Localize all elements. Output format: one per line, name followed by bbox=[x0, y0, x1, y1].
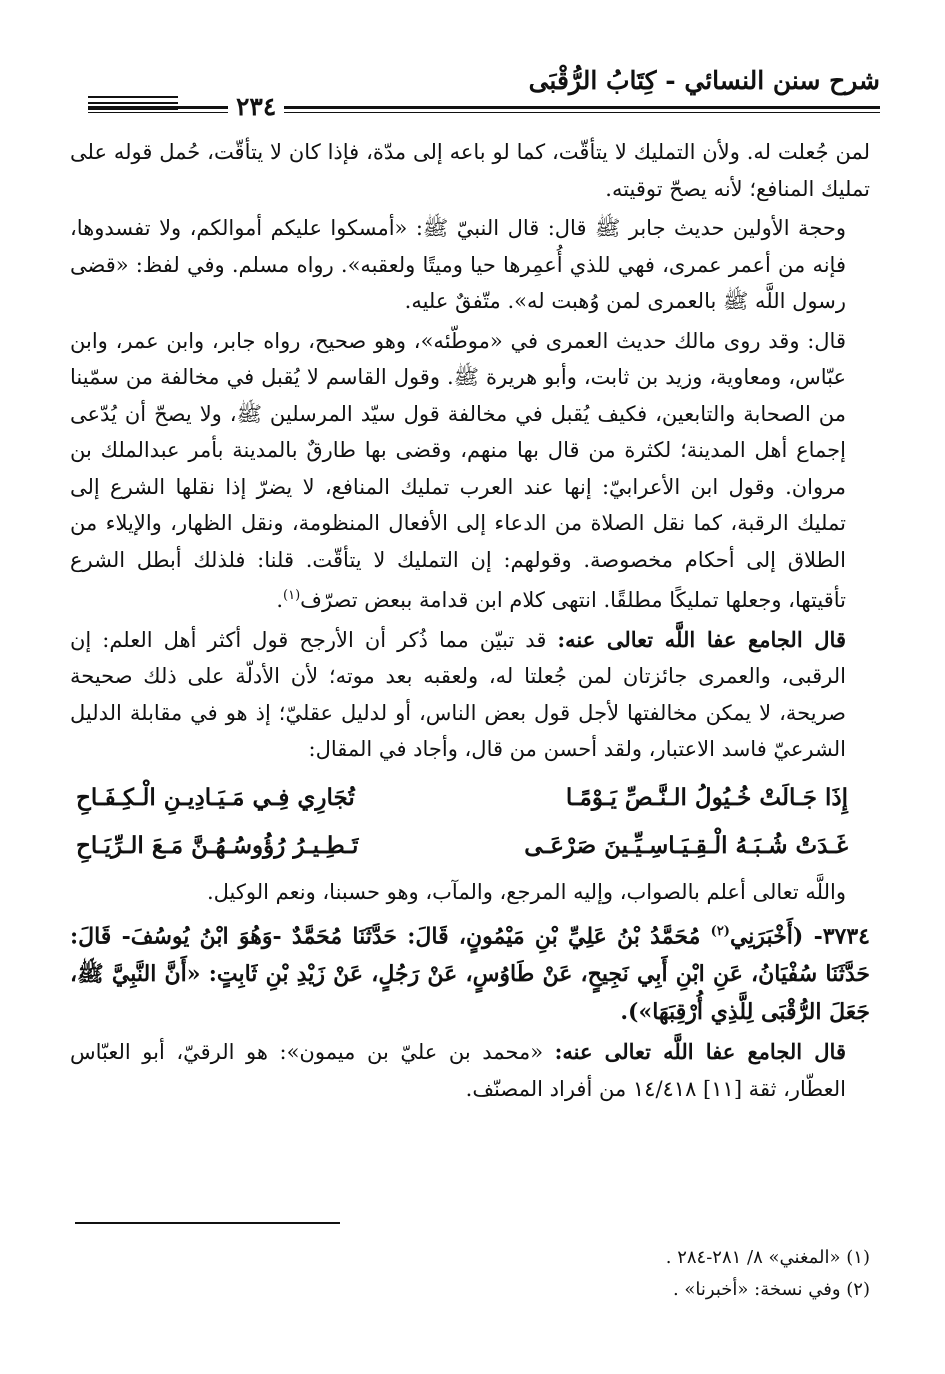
header-rule-thick bbox=[88, 106, 880, 109]
poem bbox=[70, 774, 870, 870]
footnote-1: (١) «المغني» ٨/ ٢٨١-٢٨٤ . bbox=[665, 1247, 870, 1268]
header-ornament-rules bbox=[88, 96, 178, 114]
footnote-ref-2[interactable]: (٢) bbox=[710, 924, 730, 939]
author-lead-1: قال الجامع عفا اللَّه تعالى عنه: bbox=[557, 626, 846, 652]
page-body bbox=[70, 134, 870, 1110]
verse-1-first-hemistich: إِذَا جَـالَتْ خُـيُولُ الـنَّـصِّ يَـوْمًـا bbox=[565, 783, 848, 811]
paragraph-1: لمن جُعلت له. ولأن التمليك لا يتأقّت، كما لو باعه إلى مدّة، فإذا كان لا يتأقّت، حُمل قوله على تمليك المنافع؛ لأنه يصحّ توقيته. bbox=[70, 140, 870, 201]
poem-verse-2 bbox=[70, 822, 870, 870]
page-header bbox=[88, 58, 880, 121]
hadith-head: (أَخْبَرَنِي bbox=[729, 923, 814, 950]
footnotes bbox=[70, 1242, 870, 1306]
page-number: ٢٣٤ bbox=[228, 92, 284, 121]
book-title: شرح سنن النسائي - كِتَابُ الرُّقْبَى bbox=[528, 66, 880, 95]
paragraph-3-text: قال: وقد روى مالك حديث العمرى في «موطّئه»، وهو صحيح، رواه جابر، وابن عمر، وابن عبّاس، ومعاوية، وزيد بن ثابت، وأبو هريرة ﷺ. وقول القاسم لا يُقبل في مخالفة من سمّينا من الصحابة والتابعين، فكيف يُقبل في مخالفة قول سيّد المرسلين ﷺ، ولا يصحّ أن يُدّعى إجماع أهل المدينة؛ لكثرة من قال بها منهم، وقضى بها طارقٌ بالمدينة بأمر عبدالملك بن مروان. وقول ابن الأعرابيّ: إنها عند العرب تمليك المنافع، لا يضرّ إذا نقلها الشرع إلى تمليك الرقبة، كما نقل الصلاة من الدعاء إلى الأفعال المنظومة، ونقل الظهار، والإيلاء من الطلاق إلى أحكام مخصوصة. وقولهم: إن التمليك لا يتأقّت. قلنا: فلذلك أبطل الشرع تأقيتها، وجعلها تمليكًا مطلقًا. انتهى كلام ابن قدامة ببعض تصرّف bbox=[70, 328, 846, 612]
footnote-separator bbox=[75, 1222, 340, 1224]
header-rule-thin bbox=[88, 112, 880, 113]
footnote-2: (٢) وفي نسخة: «أخبرنا» . bbox=[672, 1279, 870, 1300]
poem-verse-1 bbox=[70, 774, 870, 822]
hadith-number: ٣٧٣٤- bbox=[813, 923, 870, 950]
paragraph-7 bbox=[70, 1034, 870, 1107]
author-lead-2: قال الجامع عفا اللَّه تعالى عنه: bbox=[554, 1039, 846, 1065]
hadith-text: مُحَمَّدُ بْنُ عَلِيِّ بْنِ مَيْمُونٍ، قَالَ: حَدَّثَنَا مُحَمَّدٌ -وَهُوَ ابْنُ يُوسُفَ- قَالَ: حَدَّثَنَا سُفْيَانُ، عَنِ ابْنِ أَبِي نَجِيحٍ، عَنْ طَاوُسٍ، عَنْ رَجُلٍ، عَنْ زَيْدِ بْنِ ثَابِتٍ: «أَنَّ النَّبِيَّ ﷺ، جَعَلَ الرُّقْبَى لِلَّذِي أُرْقِبَهَا»). bbox=[70, 923, 870, 1026]
paragraph-5: واللَّه تعالى أعلم بالصواب، وإليه المرجع، والمآب، وهو حسبنا، ونعم الوكيل. bbox=[206, 879, 846, 904]
footnote-ref-1[interactable]: (١) bbox=[283, 588, 301, 603]
paragraph-4-text: قد تبيّن مما ذُكر أن الأرجح قول أكثر أهل العلم: إن الرقبى، والعمرى جائزتان لمن جُعلتا له، ولعقبه بعد موته؛ لأن الأدلّة على ذلك صحيحة صريحة، لا يمكن مخالفتها لأجل قول بعض الناس، أو لدليل عقليّ؛ إذ هو في مقابلة الدليل الشرعيّ فاسد الاعتبار، ولقد أحسن من قال، وأجاد في المقال: bbox=[70, 627, 846, 761]
paragraph-4 bbox=[70, 622, 870, 768]
verse-2-second-hemistich: تَـطِـيـرُ رُؤُوسُـهُـنَّ مَـعَ الـرِّيَـاحِ bbox=[76, 831, 359, 859]
hadith-3734 bbox=[70, 913, 870, 1031]
paragraph-3: قال: وقد روى مالك حديث العمرى في «موطّئه»، وهو صحيح، رواه جابر، وابن عمر، وابن عبّاس، ومعاوية، وزيد بن ثابت، وأبو هريرة ﷺ. وقول القاسم لا يُقبل في مخالفة من سمّينا من الصحابة والتابعين، فكيف يُقبل في مخالفة قول سيّد المرسلين ﷺ، ولا يصحّ أن يُدّعى إجماع أهل المدينة؛ لكثرة من قال بها منهم، وقضى بها طارقٌ بالمدينة بأمر عبدالملك بن مروان. وقول ابن الأعرابيّ: إنها عند العرب تمليك المنافع، لا يضرّ إذا نقلها الشرع إلى تمليك الرقبة، كما نقل الصلاة من الدعاء إلى الأفعال المنظومة، ونقل الظهار، والإيلاء من الطلاق إلى أحكام مخصوصة. وقولهم: إن التمليك لا يتأقّت. قلنا: فلذلك أبطل الشرع تأقيتها، وجعلها تمليكًا مطلقًا. انتهى كلام ابن قدامة ببعض تصرّف$^{(١)}$. bbox=[70, 328, 846, 612]
paragraph-7-text: «محمد بن عليّ بن ميمون»: هو الرقيّ، أبو العبّاس العطّار، ثقة [١١] ١٤/٤١٨ من أفراد المصنّف. bbox=[70, 1040, 846, 1101]
paragraph-2: وحجة الأولين حديث جابر ﷺ قال: قال النبيّ ﷺ: «أمسكوا عليكم أموالكم، ولا تفسدوها، فإنه من أعمر عمرى، فهي للذي أُعمِرها حيا وميتًا ولعقبه». رواه مسلم. وفي لفظ: «قضى رسول اللَّه ﷺ بالعمرى لمن وُهبت له». متّفقٌ عليه. bbox=[70, 216, 846, 313]
verse-2-first-hemistich: غَـدَتْ شُـبَـهُ الْـقِـيَـاسِـيِّـينَ صَرْعَـى bbox=[524, 831, 848, 859]
verse-1-second-hemistich: تُجَارِي فِـي مَـيَـادِيـنِ الْـكِـفَـاحِ bbox=[76, 783, 355, 811]
